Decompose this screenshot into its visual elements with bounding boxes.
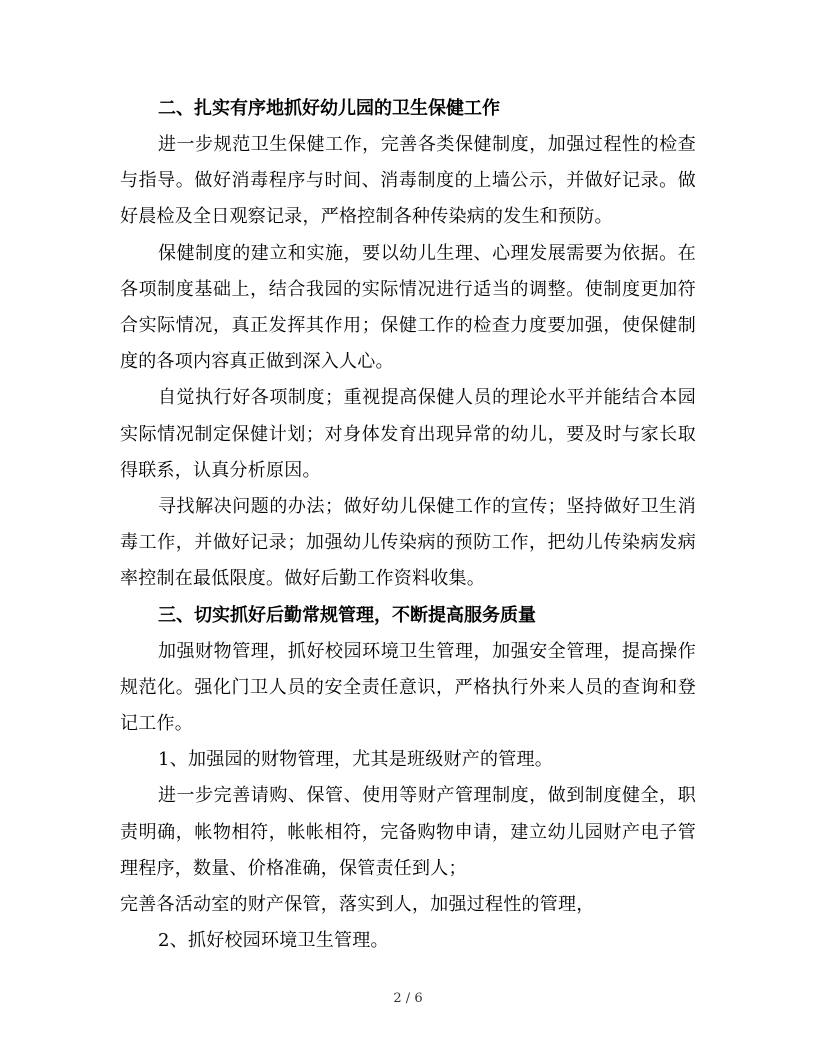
page-number: 2 / 6 <box>393 991 423 1006</box>
paragraph-4: 寻找解决问题的办法；做好幼儿保健工作的宣传；坚持做好卫生消毒工作，并做好记录；加强幼儿传染病的预防工作，把幼儿传染病发病率控制在最低限度。做好后勤工作资料收集。 <box>120 496 696 590</box>
section-heading-3: 三、切实抓好后勤常规管理，不断提高服务质量 <box>158 604 536 626</box>
paragraph-8: 完善各活动室的财产保管，落实到人，加强过程性的管理， <box>120 894 595 916</box>
paragraph-2: 保健制度的建立和实施，要以幼儿生理、心理发展需要为依据。在各项制度基础上，结合我园的实际情况进行适当的调整。使制度更加符合实际情况，真正发挥其作用；保健工作的检查力度要加强，使保健制度的各项内容真正做到深入人心。 <box>120 242 696 373</box>
paragraph-1: 进一步规范卫生保健工作，完善各类保健制度，加强过程性的检查与指导。做好消毒程序与时间、消毒制度的上墙公示，并做好记录。做好晨检及全日观察记录，严格控制各种传染病的发生和预防。 <box>120 134 696 228</box>
paragraph-3: 自觉执行好各项制度；重视提高保健人员的理论水平并能结合本园实际情况制定保健计划；对身体发育出现异常的幼儿，要及时与家长取得联系，认真分析原因。 <box>120 387 696 481</box>
paragraph-9: 2、抓好校园环境卫生管理。 <box>158 930 389 952</box>
paragraph-6: 1、加强园的财物管理，尤其是班级财产的管理。 <box>158 749 553 771</box>
section-heading-2: 二、扎实有序地抓好幼儿园的卫生保健工作 <box>158 98 500 119</box>
document-body <box>120 91 696 959</box>
paragraph-7: 进一步完善请购、保管、使用等财产管理制度，做到制度健全，职责明确，帐物相符，帐帐相符，完备购物申请，建立幼儿园财产电子管理程序，数量、价格准确，保管责任到人； <box>120 785 696 879</box>
paragraph-5: 加强财物管理，抓好校园环境卫生管理，加强安全管理，提高操作规范化。强化门卫人员的安全责任意识，严格执行外来人员的查询和登记工作。 <box>120 640 696 735</box>
